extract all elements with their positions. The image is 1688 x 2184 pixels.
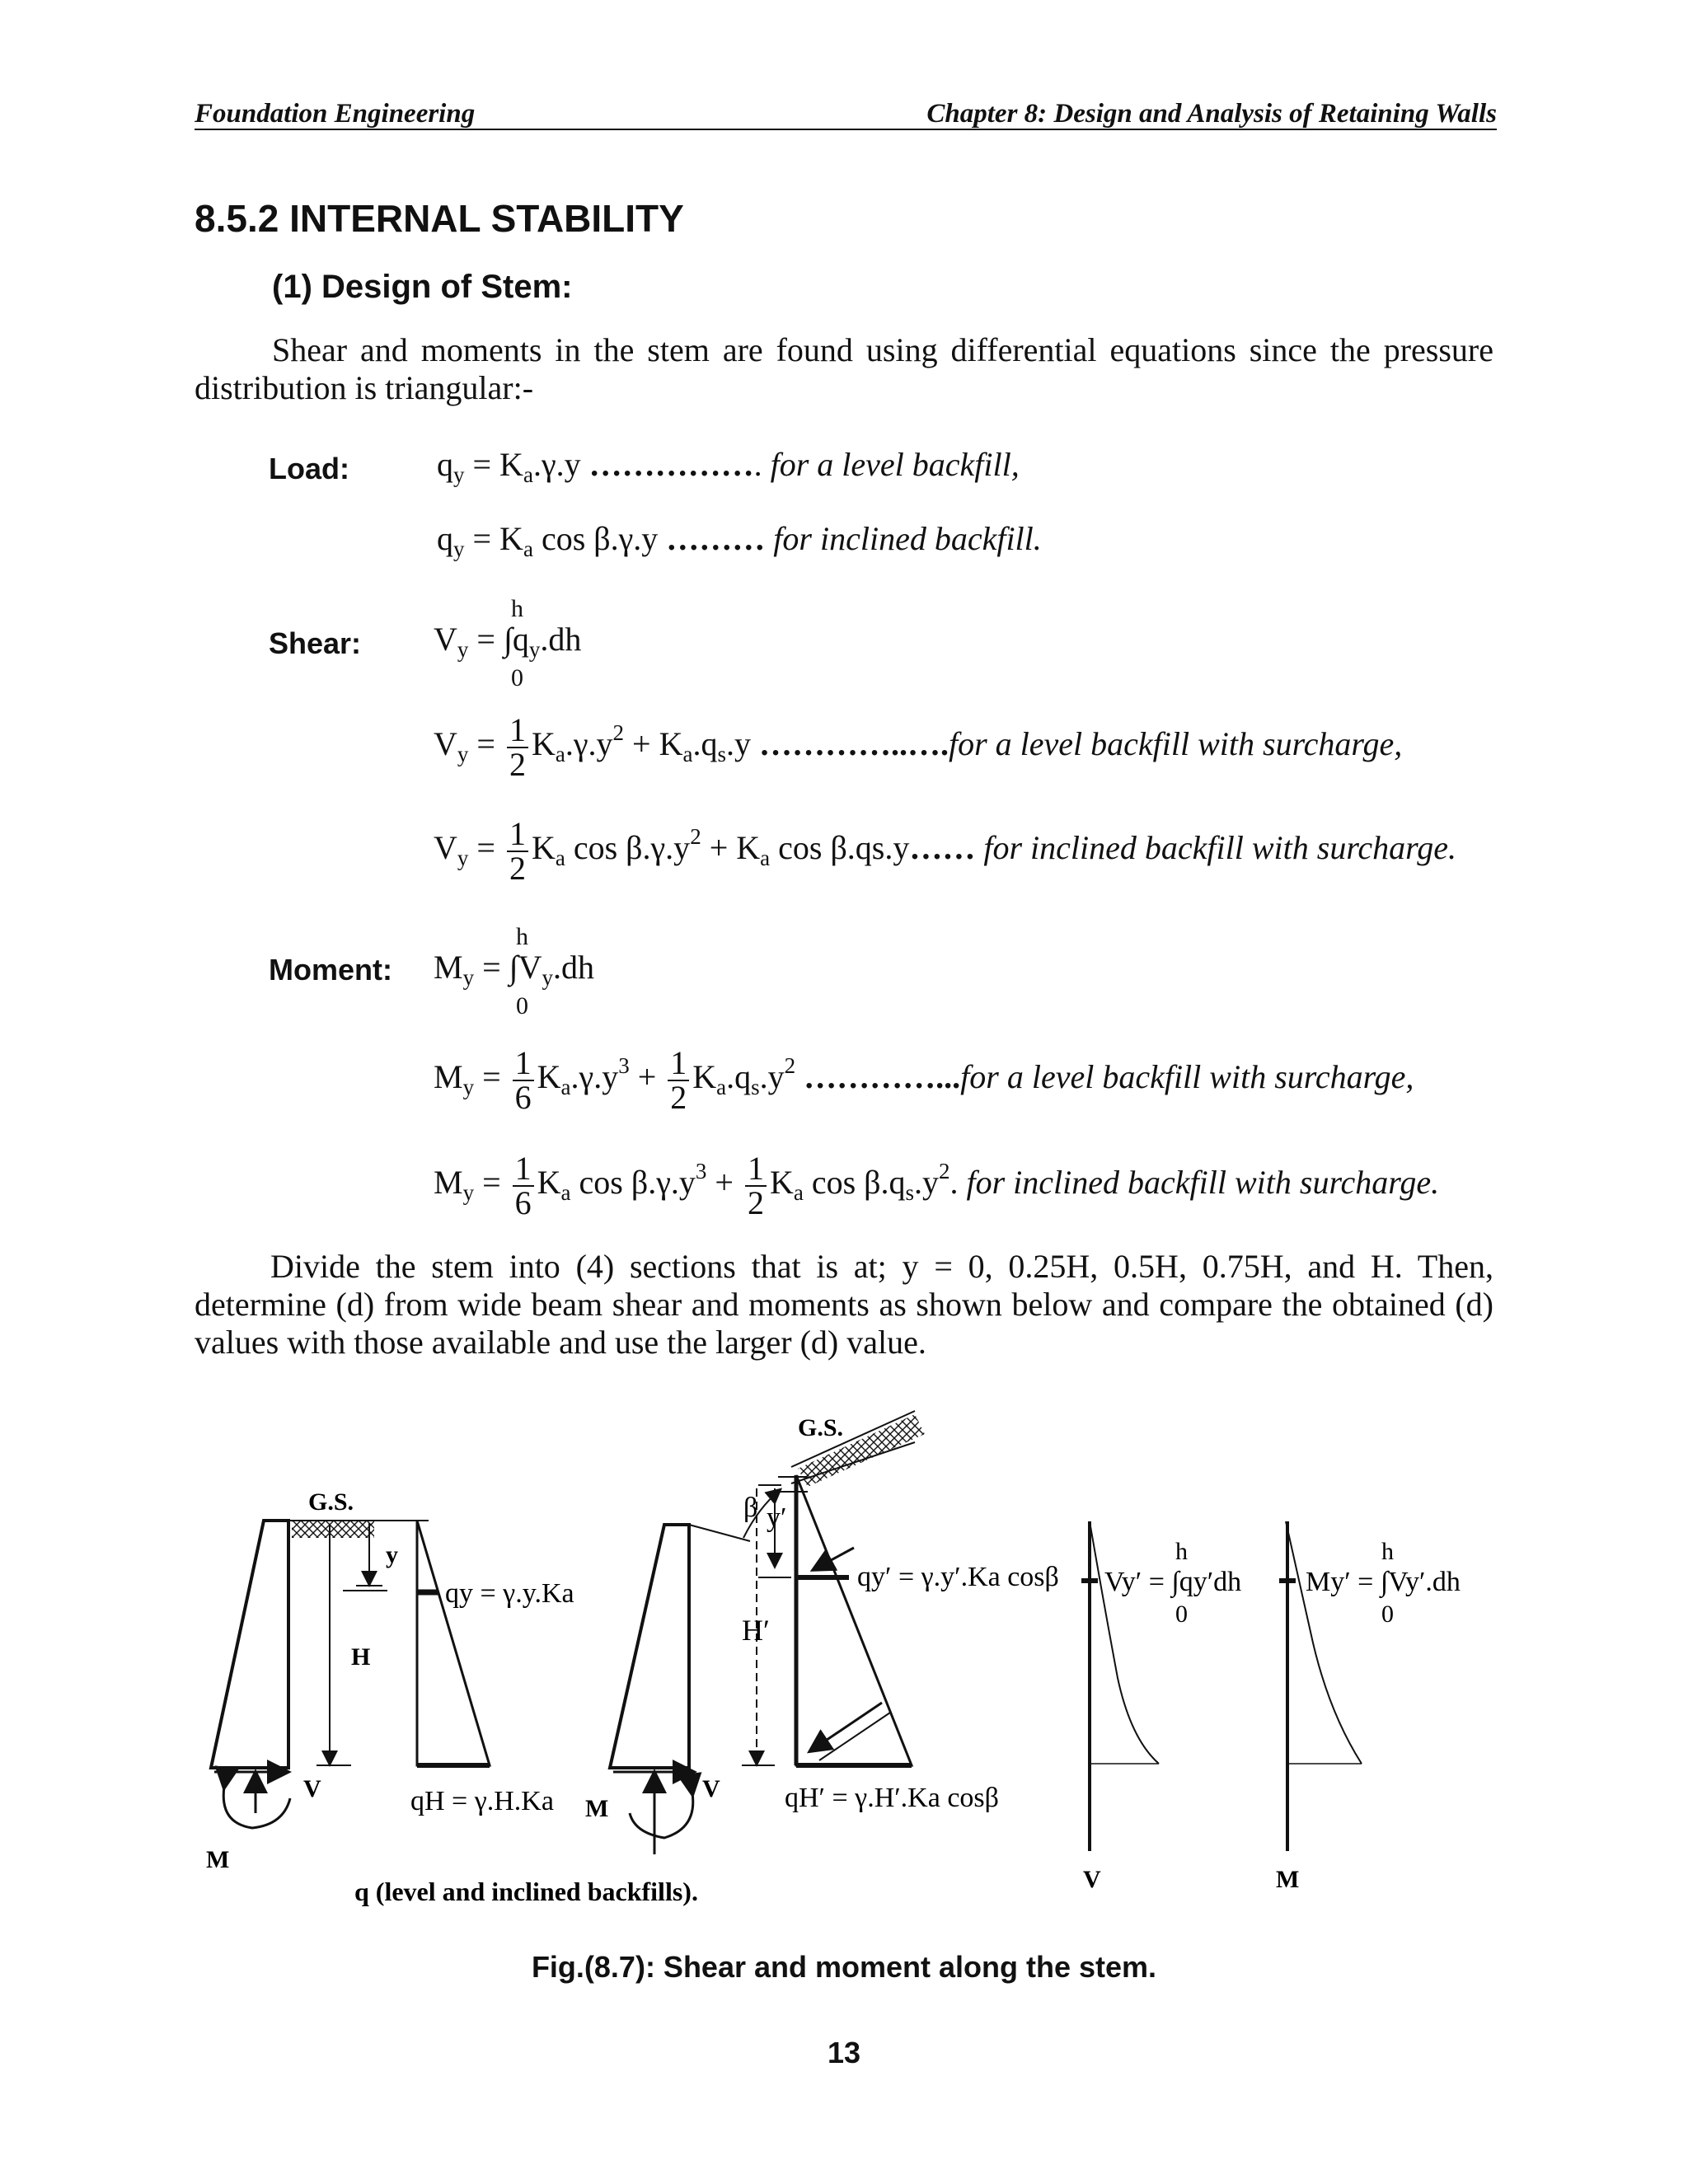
shear-curve	[1090, 1521, 1159, 1764]
shear-eq-label: Vy′ = ∫qy′dh	[1104, 1567, 1242, 1597]
right-wall-stem	[610, 1525, 689, 1768]
right-M-curve	[630, 1793, 693, 1838]
shear-eq-h: h	[1175, 1538, 1188, 1565]
moment-level-note: for a level backfill with surcharge,	[960, 1058, 1414, 1096]
load-inclined-note: for inclined backfill.	[773, 520, 1042, 557]
left-V-label: V	[303, 1775, 321, 1802]
moment-label: Moment:	[269, 953, 392, 987]
load-label: Load:	[269, 452, 349, 485]
moment-eq-label: My′ = ∫Vy′.dh	[1306, 1567, 1461, 1597]
shear-limit-lower: 0	[511, 664, 523, 691]
right-V-label: V	[702, 1775, 720, 1802]
left-M-curve	[223, 1787, 290, 1828]
left-gs-hatch	[292, 1521, 374, 1538]
right-M-label: M	[585, 1795, 609, 1822]
beta-label: β	[743, 1493, 758, 1523]
left-y-label: y	[386, 1541, 398, 1568]
moment-curve	[1286, 1521, 1362, 1764]
H-prime-label: H′	[742, 1614, 770, 1647]
shear-integral: $V_y = \int q_y.dh$	[434, 621, 582, 662]
shear-eq-zero: 0	[1175, 1601, 1188, 1628]
intro-paragraph	[195, 331, 1493, 407]
moment-integral: $M_y = \int V_y.dh$	[434, 949, 594, 990]
left-gs-label: G.S.	[308, 1488, 354, 1516]
moment-axis-label: M	[1276, 1866, 1300, 1893]
header-rule	[195, 129, 1497, 130]
shear-eq-inclined: $V_y$ = $\frac{1}{2}$ $K_a$ $\cos \beta.\gamma.y^2 + K_a$ cos β.qs.y…… for inclined backfill with surcharge.	[434, 815, 1457, 887]
moment-eq-inclined: $M_y$ = $\frac{1}{6}$ $K_a$ $\cos \beta.\gamma.y^3$ + $\frac{1}{2}$ $K_a$ $\cos \beta.q_s.y^2$. for inclined backfill with surcharge.	[434, 1150, 1440, 1221]
q-caption: q (level and inclined backfills).	[354, 1877, 698, 1906]
moment-inclined-note: for inclined backfill with surcharge.	[966, 1164, 1440, 1202]
moment-limit-lower: 0	[516, 992, 528, 1019]
load-eq-inclined: $q_y = K_a$ cos β.γ.y ……… for inclined backfill.	[437, 520, 1042, 561]
right-qy-label: qy′ = γ.y′.Ka cosβ	[857, 1562, 1059, 1592]
moment-eq-h: h	[1381, 1538, 1394, 1565]
figure-stem-diagram	[0, 1385, 1688, 1978]
shear-limit-upper: h	[511, 595, 523, 622]
right-gs-label: G.S.	[798, 1414, 844, 1441]
left-qy-label: qy = γ.y.Ka	[445, 1578, 574, 1609]
header-right: Chapter 8: Design and Analysis of Retaining Walls	[926, 99, 1497, 129]
right-qH-label: qH′ = γ.H′.Ka cosβ	[785, 1783, 999, 1813]
header-left: Foundation Engineering	[195, 99, 476, 129]
page-number: 13	[827, 2036, 861, 2069]
shear-eq-level: $V_y$ = $\frac{1}{2}$ $K_a.\gamma.y^2 + K_a.q_s.y$ …………..….for a level backfill with surcharge,	[434, 711, 1403, 783]
divide-text: Divide the stem into (4) sections that is at; y = 0, 0.25H, 0.5H, 0.75H, and H. Then, determine (d) from wide beam shear and moments as shown below and compare the obtained (d) values with those available and use the larger (d) value.	[195, 1248, 1493, 1361]
intro-text: Shear and moments in the stem are found using differential equations since the pressure distribution is triangular:-	[195, 331, 1493, 406]
moment-eq-zero: 0	[1381, 1601, 1394, 1628]
load-level-note: for a level backfill,	[770, 446, 1020, 483]
subsection-title: (1) Design of Stem:	[272, 269, 573, 305]
left-pressure-triangle	[417, 1521, 490, 1765]
divide-paragraph	[195, 1248, 1493, 1361]
left-qH-label: qH = γ.H.Ka	[410, 1786, 554, 1816]
shear-axis-label: V	[1083, 1866, 1101, 1893]
left-H-label: H	[351, 1643, 371, 1671]
section-title: 8.5.2 INTERNAL STABILITY	[195, 197, 684, 240]
shear-inclined-note: for inclined backfill with surcharge.	[983, 829, 1457, 867]
left-M-label: M	[206, 1846, 230, 1873]
moment-eq-level: $M_y$ = $\frac{1}{6}$ $K_a.\gamma.y^3$ + $\frac{1}{2}$ $K_a.q_s.y^2$ …………...for a level backfill with surcharge,	[434, 1044, 1414, 1116]
load-eq-level: $q_y = K_a.\gamma.y$ ……………. for a level backfill,	[437, 446, 1020, 487]
y-prime-label: y′	[767, 1502, 787, 1533]
shear-level-note: for a level backfill with surcharge,	[948, 725, 1403, 763]
shear-label: Shear:	[269, 626, 362, 660]
figure-caption: Fig.(8.7): Shear and moment along the stem.	[531, 1950, 1157, 1984]
left-wall-stem	[211, 1521, 288, 1768]
moment-limit-upper: h	[516, 923, 528, 950]
